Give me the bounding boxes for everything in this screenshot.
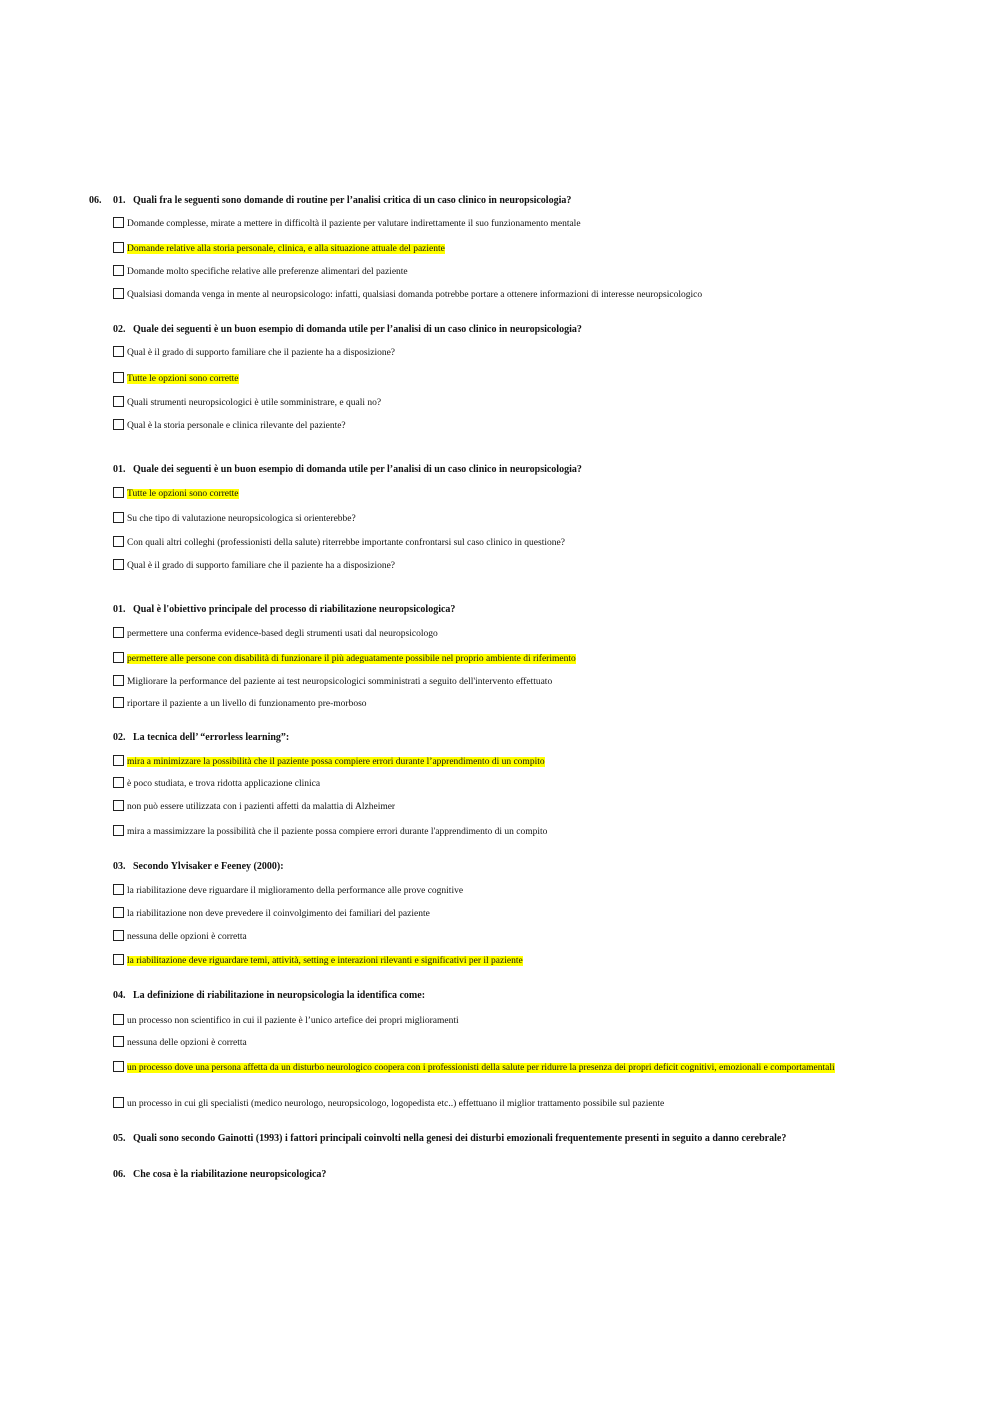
checkbox[interactable] [113,536,124,547]
question-number: 02. [113,732,126,743]
answer-option[interactable] [113,536,565,549]
checkbox[interactable] [113,396,124,407]
question-heading [113,324,582,335]
answer-option[interactable] [113,800,395,813]
answer-option[interactable] [113,419,346,432]
option-text-highlighted: Tutte le opzioni sono corrette [127,374,239,384]
question-text: Secondo Ylvisaker e Feeney (2000): [133,861,284,872]
answer-option[interactable] [113,930,247,943]
checkbox[interactable] [113,1036,124,1047]
option-text-highlighted: Domande relative alla storia personale, clinica, e alla situazione attuale del paziente [127,244,445,254]
question-heading [113,732,289,743]
question-heading [113,1169,326,1180]
option-text: Con quali altri colleghi (professionisti della salute) riterrebbe importante confrontarsi sul caso clinico in questione? [127,538,565,548]
checkbox[interactable] [113,697,124,708]
option-text: nessuna delle opzioni è corretta [127,1038,247,1048]
question-text: Che cosa è la riabilitazione neuropsicologica? [133,1169,327,1180]
answer-option[interactable] [113,627,438,640]
option-text: nessuna delle opzioni è corretta [127,932,247,942]
option-text-highlighted: Tutte le opzioni sono corrette [127,489,239,499]
option-text: un processo in cui gli specialisti (medico neurologo, neuropsicologo, logopedista etc..) effettuano il miglior trattamento possibile sul paziente [127,1099,665,1109]
question-heading [113,861,284,872]
checkbox[interactable] [113,242,124,253]
checkbox[interactable] [113,346,124,357]
question-number: 03. [113,861,126,872]
question-heading [113,604,455,615]
answer-option[interactable] [113,1061,861,1074]
question-text: Qual è l'obiettivo principale del processo di riabilitazione neuropsicologica? [133,604,456,615]
option-text: la riabilitazione deve riguardare il miglioramento della performance alle prove cognitive [127,886,464,896]
question-number: 01. [113,195,126,206]
checkbox[interactable] [113,288,124,299]
answer-option[interactable] [113,217,581,230]
checkbox[interactable] [113,755,124,766]
answer-option[interactable] [113,675,552,688]
option-text-highlighted: permettere alle persone con disabilità di funzionare il più adeguatamente possibile nel proprio ambiente di riferimento [127,654,576,664]
question-text: La definizione di riabilitazione in neuropsicologia la identifica come: [133,990,426,1001]
checkbox[interactable] [113,675,124,686]
checkbox[interactable] [113,907,124,918]
question-heading [113,1133,786,1144]
answer-option[interactable] [113,907,430,920]
checkbox[interactable] [113,777,124,788]
checkbox[interactable] [113,825,124,836]
answer-option[interactable] [113,825,547,838]
option-text: Qual è il grado di supporto familiare che il paziente ha a disposizione? [127,561,396,571]
option-text: permettere una conferma evidence-based degli strumenti usati dal neuropsicologo [127,629,438,639]
checkbox[interactable] [113,419,124,430]
checkbox[interactable] [113,930,124,941]
answer-option[interactable] [113,487,239,500]
question-number: 05. [113,1133,126,1144]
answer-option[interactable] [113,777,320,790]
option-text: Domande molto specifiche relative alle preferenze alimentari del paziente [127,267,408,277]
option-text: riportare il paziente a un livello di funzionamento pre-morboso [127,699,367,709]
checkbox[interactable] [113,627,124,638]
checkbox[interactable] [113,800,124,811]
answer-option[interactable] [113,242,445,255]
question-text: Quali fra le seguenti sono domande di routine per l’analisi critica di un caso clinico in neuropsicologia? [133,195,572,206]
answer-option[interactable] [113,954,523,967]
answer-option[interactable] [113,1097,664,1110]
option-text: non può essere utilizzata con i pazienti affetti da malattia di Alzheimer [127,802,396,812]
answer-option[interactable] [113,559,395,572]
option-text: mira a massimizzare la possibilità che il paziente possa compiere errori durante l'apprendimento di un compito [127,827,548,837]
checkbox[interactable] [113,512,124,523]
answer-option[interactable] [113,1014,459,1027]
answer-option[interactable] [113,884,463,897]
question-text: La tecnica dell’ “errorless learning”: [133,732,290,743]
option-text: Qual è la storia personale e clinica rilevante del paziente? [127,421,346,431]
option-text: la riabilitazione non deve prevedere il coinvolgimento dei familiari del paziente [127,909,430,919]
question-heading [113,464,582,475]
checkbox[interactable] [113,1097,124,1108]
checkbox[interactable] [113,265,124,276]
answer-option[interactable] [113,372,239,385]
option-text: Quali strumenti neuropsicologici è utile somministrare, e quali no? [127,398,382,408]
option-text-highlighted: la riabilitazione deve riguardare temi, attività, setting e interazioni rilevanti e significativi per il paziente [127,956,523,966]
answer-option[interactable] [113,1036,247,1049]
option-text: Qual è il grado di supporto familiare che il paziente ha a disposizione? [127,348,396,358]
checkbox[interactable] [113,372,124,383]
checkbox[interactable] [113,487,124,498]
option-text: Domande complesse, mirate a mettere in difficoltà il paziente per valutare indirettamente il suo funzionamento mentale [127,219,581,229]
option-text: un processo non scientifico in cui il paziente è l’unico artefice dei propri miglioramenti [127,1016,459,1026]
answer-option[interactable] [113,652,576,665]
checkbox[interactable] [113,1014,124,1025]
question-number: 06. [113,1169,126,1180]
question-text: Quale dei seguenti è un buon esempio di domanda utile per l’analisi di un caso clinico in neuropsicologia? [133,464,582,475]
question-heading [113,990,425,1001]
option-text-highlighted: mira a minimizzare la possibilità che il paziente possa compiere errori durante l’apprendimento di un compito [127,757,545,767]
checkbox[interactable] [113,652,124,663]
answer-option[interactable] [113,697,367,710]
answer-option[interactable] [113,396,381,409]
question-text: Quale dei seguenti è un buon esempio di domanda utile per l’analisi di un caso clinico in neuropsicologia? [133,324,582,335]
answer-option[interactable] [113,346,395,359]
answer-option[interactable] [113,288,702,301]
question-number: 02. [113,324,126,335]
option-text: Migliorare la performance del paziente ai test neuropsicologici somministrati a seguito dell'intervento effettuato [127,677,553,687]
answer-option[interactable] [113,755,545,768]
option-text: Qualsiasi domanda venga in mente al neuropsicologo: infatti, qualsiasi domanda potrebbe portare a ottenere informazioni di interesse neuropsicologico [127,290,703,300]
question-number: 01. [113,464,126,475]
checkbox[interactable] [113,1061,124,1072]
checkbox[interactable] [113,884,124,895]
checkbox[interactable] [113,217,124,228]
option-text: è poco studiata, e trova ridotta applicazione clinica [127,779,321,789]
question-heading [113,195,571,206]
question-number: 01. [113,604,126,615]
answer-option[interactable] [113,265,408,278]
outer-section-number: 06. [89,195,102,206]
question-number: 04. [113,990,126,1001]
checkbox[interactable] [113,954,124,965]
option-text: Su che tipo di valutazione neuropsicologica si orienterebbe? [127,514,356,524]
checkbox[interactable] [113,559,124,570]
answer-option[interactable] [113,512,356,525]
option-text-highlighted: un processo dove una persona affetta da un disturbo neurologico coopera con i professionisti della salute per ridurre la presenza dei propri deficit cognitivi, emozionali e comportamentali [127,1063,835,1073]
question-text: Quali sono secondo Gainotti (1993) i fattori principali coinvolti nella genesi dei disturbi emozionali frequentemente presenti in seguito a danno cerebrale? [133,1133,787,1144]
